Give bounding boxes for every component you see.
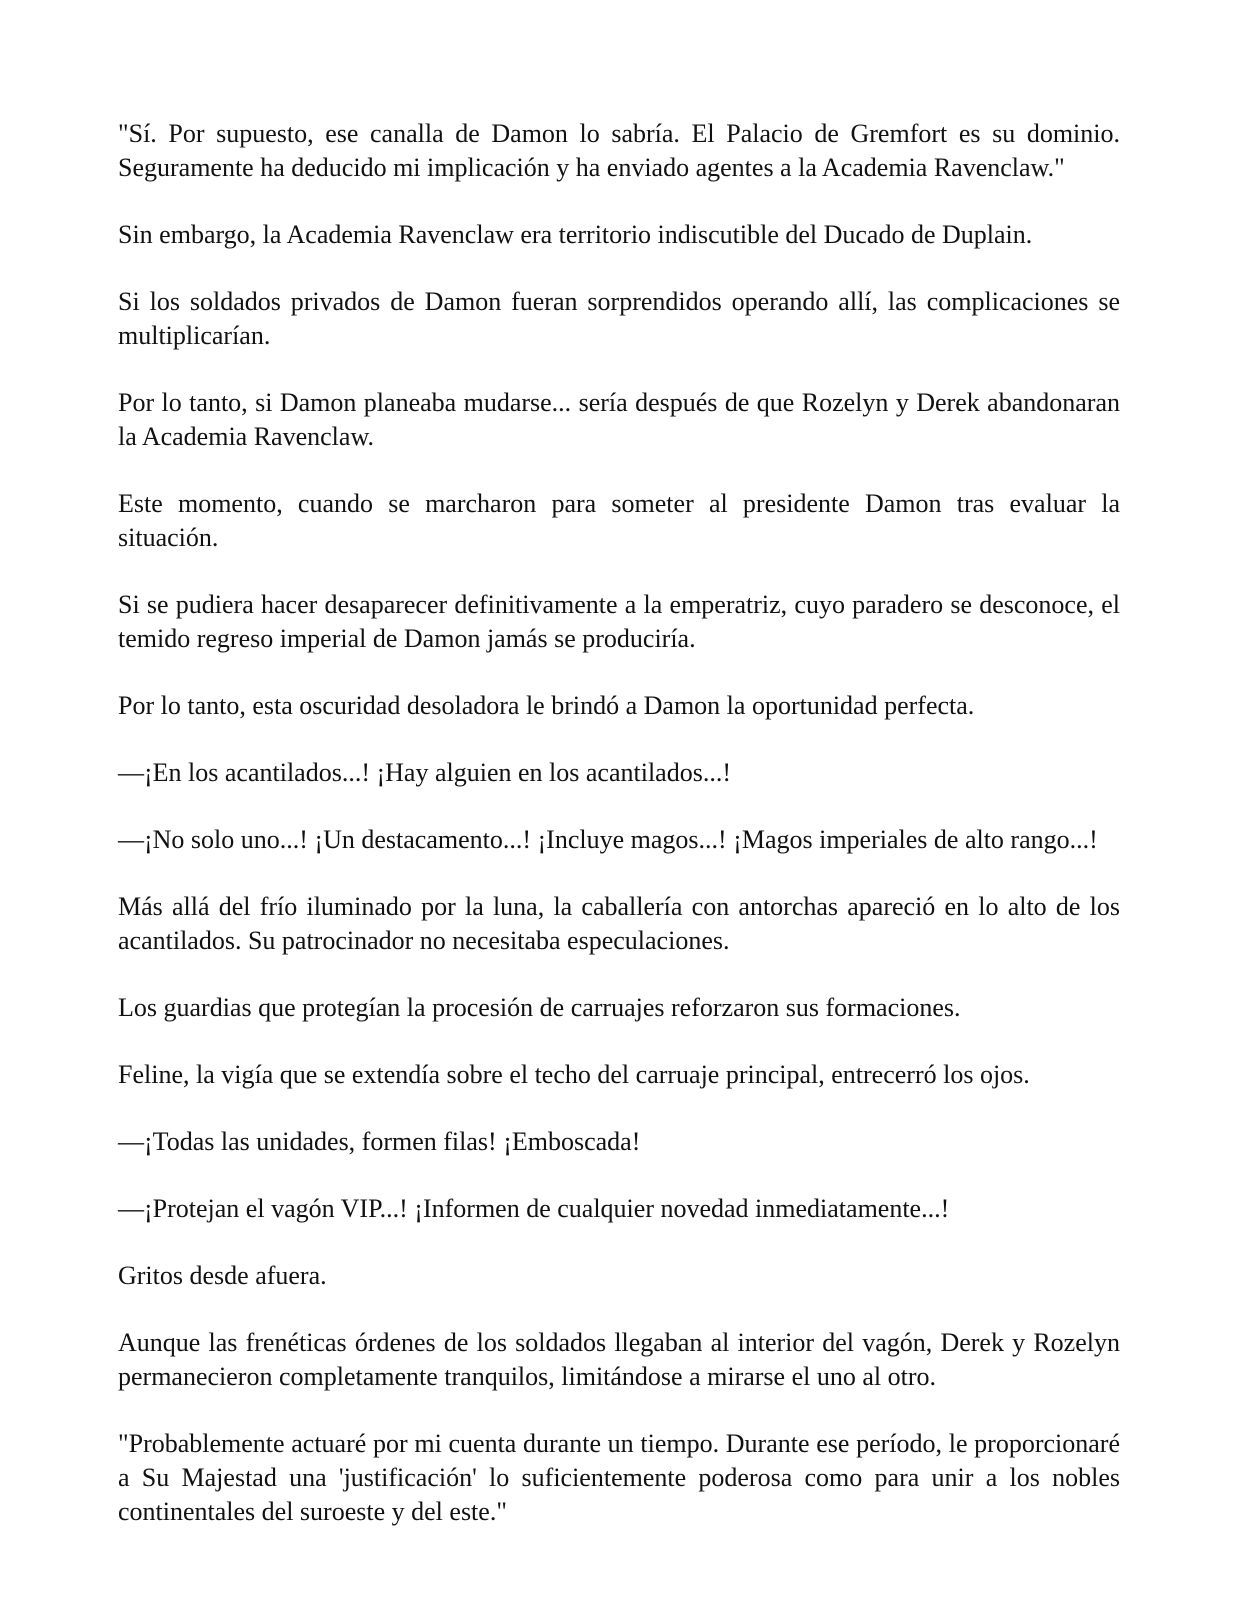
paragraph: Si se pudiera hacer desaparecer definitivamente a la emperatriz, cuyo paradero se desconoce, el temido regreso imperial de Damon jamás se produciría.	[118, 590, 1120, 653]
paragraph: "Sí. Por supuesto, ese canalla de Damon lo sabría. El Palacio de Gremfort es su dominio. Seguramente ha deducido mi implicación y ha enviado agentes a la Academia Ravenclaw."	[118, 119, 1120, 182]
dialogue-line: —¡Protejan el vagón VIP...! ¡Informen de cualquier novedad inmediatamente...!	[118, 1194, 950, 1223]
paragraph: Aunque las frenéticas órdenes de los soldados llegaban al interior del vagón, Derek y Rozelyn permanecieron completamente tranquilos, limitándose a mirarse el uno al otro.	[118, 1328, 1120, 1391]
paragraph: Este momento, cuando se marcharon para someter al presidente Damon tras evaluar la situación.	[118, 489, 1120, 552]
paragraph: Por lo tanto, si Damon planeaba mudarse... sería después de que Rozelyn y Derek abandonaran la Academia Ravenclaw.	[118, 388, 1120, 451]
paragraph: Gritos desde afuera.	[118, 1261, 327, 1290]
paragraph: Los guardias que protegían la procesión de carruajes reforzaron sus formaciones.	[118, 993, 961, 1022]
paragraph: Feline, la vigía que se extendía sobre el techo del carruaje principal, entrecerró los ojos.	[118, 1060, 1030, 1089]
paragraph: Más allá del frío iluminado por la luna, la caballería con antorchas apareció en lo alto de los acantilados. Su patrocinador no necesitaba especulaciones.	[118, 892, 1120, 955]
document-body	[118, 117, 1120, 1529]
paragraph: "Probablemente actuaré por mi cuenta durante un tiempo. Durante ese período, le proporcionaré a Su Majestad una 'justificación' lo suficientemente poderosa como para unir a los nobles continentales del suroeste y del este."	[118, 1429, 1120, 1526]
dialogue-line: —¡En los acantilados...! ¡Hay alguien en los acantilados...!	[118, 758, 731, 787]
paragraph: Sin embargo, la Academia Ravenclaw era territorio indiscutible del Ducado de Duplain.	[118, 220, 1033, 249]
dialogue-line: —¡No solo uno...! ¡Un destacamento...! ¡Incluye magos...! ¡Magos imperiales de alto rango...!	[118, 825, 1098, 854]
paragraph: Por lo tanto, esta oscuridad desoladora le brindó a Damon la oportunidad perfecta.	[118, 691, 975, 720]
paragraph: Si los soldados privados de Damon fueran sorprendidos operando allí, las complicaciones se multiplicarían.	[118, 287, 1120, 350]
dialogue-line: —¡Todas las unidades, formen filas! ¡Emboscada!	[118, 1127, 641, 1156]
